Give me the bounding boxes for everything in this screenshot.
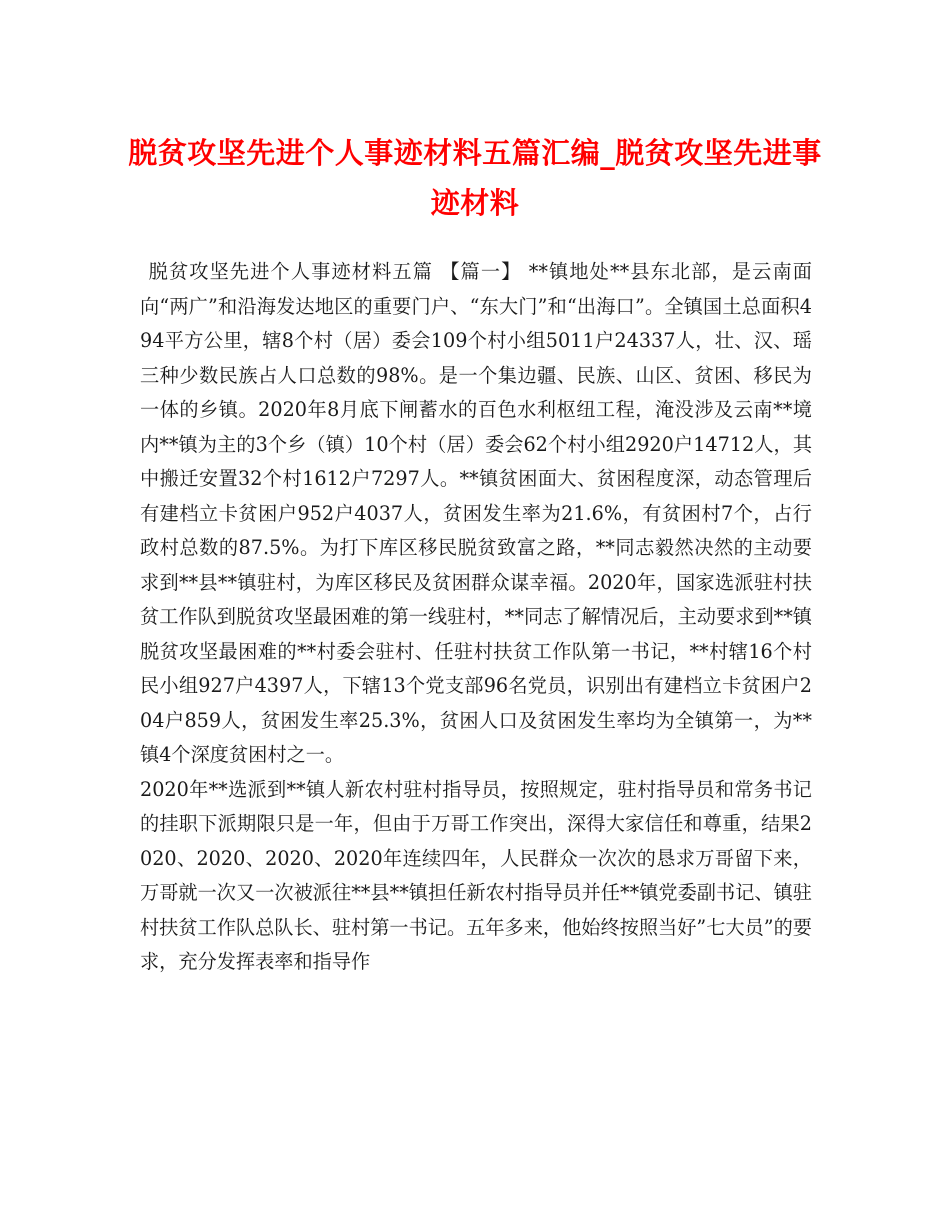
document-title: 脱贫攻坚先进个人事迹材料五篇汇编_脱贫攻坚先进事迹材料: [128, 136, 822, 220]
paragraph-1: 脱贫攻坚先进个人事迹材料五篇 【篇一】 **镇地处**县东北部，是云南面向“两广”和沿海发达地区的重要门户、“东大门”和“出海口”。全镇国土总面积494平方公里，辖8个村（居）委会109个村小组5011户24337人，壮、汉、瑶三种少数民族占人口总数的98%。是一个集边疆、民族、山区、贫困、移民为一体的乡镇。2020年8月底下闸蓄水的百色水利枢纽工程，淹没涉及云南**境内**镇为主的3个乡（镇）10个村（居）委会62个村小组2920户14712人，其中搬迁安置32个村1612户7297人。**镇贫困面大、贫困程度深，动态管理后有建档立卡贫困户952户4037人，贫困发生率为21.6%，有贫困村7个，占行政村总数的87.5%。为打下库区移民脱贫致富之路，**同志毅然决然的主动要求到**县**镇驻村，为库区移民及贫困群众谋幸福。2020年，国家选派驻村扶贫工作队到脱贫攻坚最困难的第一线驻村，**同志了解情况后，主动要求到**镇脱贫攻坚最困难的**村委会驻村、任驻村扶贫工作队第一书记，**村辖16个村民小组927户4397人，下辖13个党支部96名党员，识别出有建档立卡贫困户204户859人，贫困发生率25.3%，贫困人口及贫困发生率均为全镇第一，为**镇4个深度贫困村之一。: [140, 260, 812, 766]
paragraph-2: 2020年**选派到**镇人新农村驻村指导员，按照规定，驻村指导员和常务书记的挂职下派期限只是一年，但由于万哥工作突出，深得大家信任和尊重，结果2020、2020、2020、2020年连续四年，人民群众一次次的恳求万哥留下来，万哥就一次又一次被派往**县**镇担任新农村指导员并任**镇党委副书记、镇驻村扶贫工作队总队长、驻村第一书记。五年多来，他始终按照当好”七大员”的要求，充分发挥表率和指导作: [140, 777, 812, 973]
document-body: [140, 255, 812, 980]
